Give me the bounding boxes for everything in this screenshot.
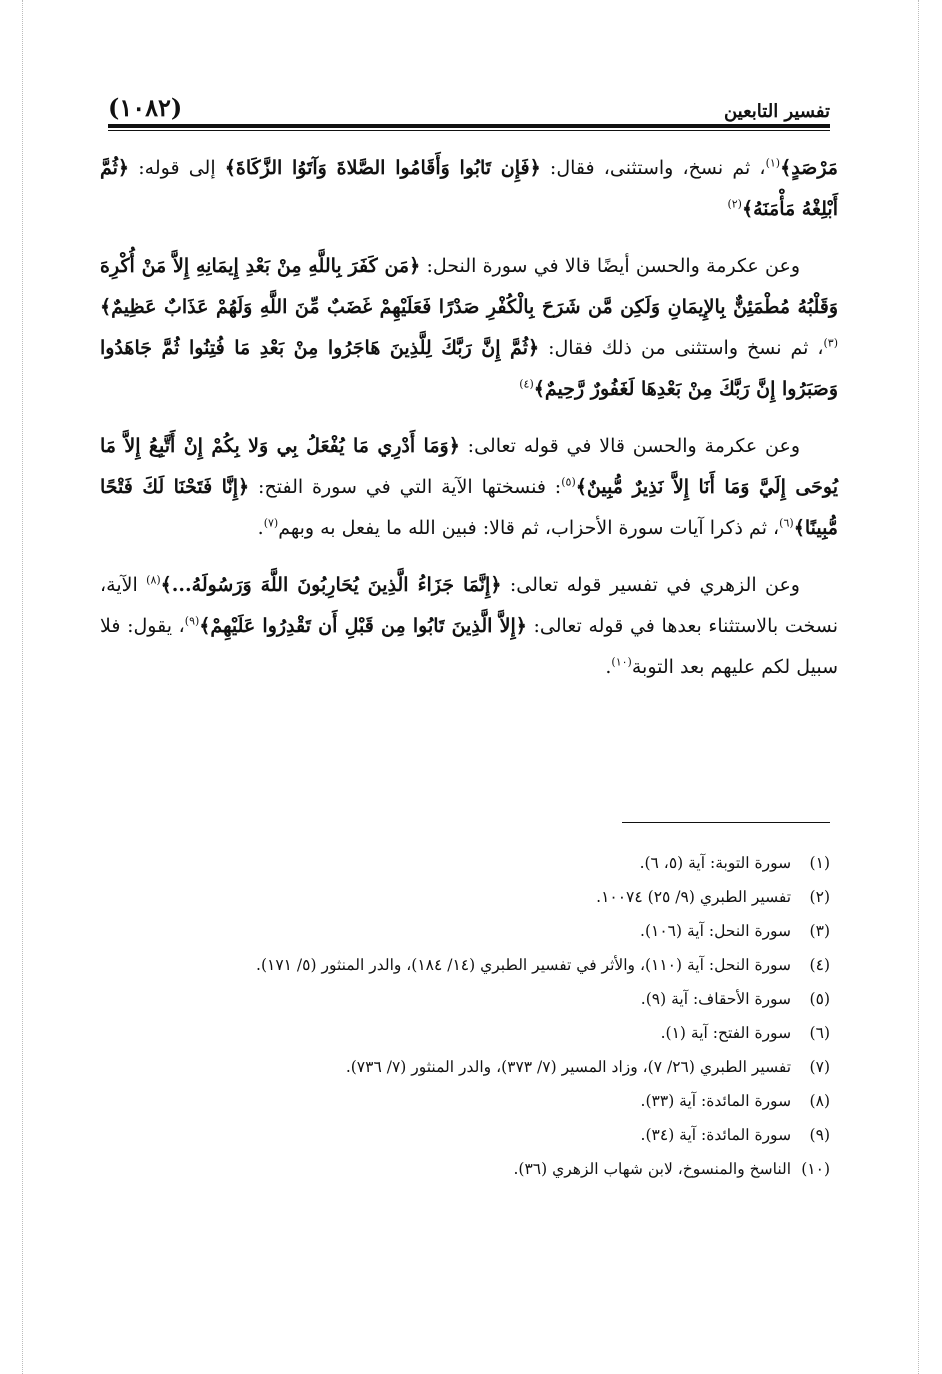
paragraph-2 [100, 246, 838, 410]
quran-quote: ﴿مَن كَفَرَ بِاللَّهِ مِنْ بَعْدِ إِيمَانِهِ إِلاَّ مَنْ أُكْرِهَ وَقَلْبُهُ مُطْمَئِنٌّ بِالإِيمَانِ وَلَكِن مَّن شَرَحَ بِالْكُفْرِ صَدْرًا فَعَلَيْهِمْ غَضَبٌ مِّنَ اللَّهِ وَلَهُمْ عَذَابٌ عَظِيمٌ﴾ [100, 255, 838, 318]
footnote-marker: (١) [765, 156, 781, 170]
header-rule-thin [108, 130, 830, 131]
body-text: ، ثم نسخ، واستثنى، فقال: [540, 157, 766, 179]
body-text: وعن عكرمة والحسن أيضًا قالا في سورة النحل: [420, 255, 800, 277]
footnote-text: سورة الفتح: آية (١). [660, 1024, 792, 1042]
footnote-number: (٤) [809, 956, 830, 974]
footnote-text: سورة المائدة: آية (٣٣). [640, 1092, 792, 1110]
paragraph-4 [100, 565, 838, 688]
footnote-text: سورة التوبة: آية (٥، ٦). [639, 854, 792, 872]
footnote-number: (٧) [809, 1058, 830, 1076]
footnote-number: (٢) [809, 888, 830, 906]
margin-dots-right [918, 0, 920, 1374]
quran-quote: ﴿إِلاَّ الَّذِينَ تَابُوا مِن قَبْلِ أَن تَقْدِرُوا عَلَيْهِمْ﴾ [199, 615, 527, 637]
footnote-marker: (٤) [519, 377, 534, 391]
quran-quote: ﴿وَمَا أَدْرِي مَا يُفْعَلُ بِي وَلا بِكُمْ إِنْ أَتَّبِعُ إِلاَّ مَا يُوحَى إِلَيَّ وَمَا أَنَا إِلاَّ نَذِيرٌ مُّبِينٌ﴾ [100, 435, 839, 498]
body-text: ، ثم نسخ واستثنى من ذلك فقال: [539, 337, 824, 359]
footnote-text: سورة النحل: آية (١١٠)، والأثر في تفسير الطبري (١٤/ ١٨٤)، والدر المنثور (٥/ ١٧١). [256, 956, 792, 974]
footnote-marker: (٧) [263, 516, 279, 530]
footnote-item [100, 1050, 830, 1084]
footnote-text: سورة النحل: آية (١٠٦). [640, 922, 792, 940]
footnote-marker: (٦) [779, 516, 794, 530]
footnote-item [100, 914, 830, 948]
body-text: إلى قوله: [129, 157, 225, 179]
footnote-number: (٨) [809, 1092, 830, 1110]
quran-quote: ﴿فَإِن تَابُوا وَأَقَامُوا الصَّلاةَ وَآتَوُا الزَّكَاةَ﴾ [224, 157, 541, 179]
footnote-marker: (٩) [184, 614, 200, 628]
quran-quote: ﴿ثُمَّ إِنَّ رَبَّكَ لِلَّذِينَ هَاجَرُوا مِنْ بَعْدِ مَا فُتِنُوا ثُمَّ جَاهَدُوا وَصَبَرُوا إِنَّ رَبَّكَ مِنْ بَعْدِهَا لَغَفُورٌ رَّحِيمٌ﴾ [100, 337, 838, 400]
page-number: (١٠٨٢) [108, 93, 183, 122]
paragraph-1 [100, 148, 838, 230]
main-text [100, 148, 838, 704]
footnote-number: (١) [809, 854, 830, 872]
body-text: . [605, 656, 612, 678]
header-rule-thick [108, 124, 830, 128]
footnote-number: (٩) [809, 1126, 830, 1144]
body-text: : فنسختها الآية التي في سورة الفتح: [249, 476, 562, 498]
quran-quote: ﴿إِنَّمَا جَزَاءُ الَّذِينَ يُحَارِبُونَ اللَّهَ وَرَسُولَهُ...﴾ [160, 574, 502, 596]
margin-dots-left [22, 0, 24, 1374]
body-text: . [257, 517, 264, 539]
paragraph-3 [100, 426, 838, 549]
footnote-text: الناسخ والمنسوخ، لابن شهاب الزهري (٣٦). [513, 1160, 792, 1178]
footnote-number: (٦) [809, 1024, 830, 1042]
footnote-item [100, 1084, 830, 1118]
footnote-marker: (٢) [727, 197, 742, 211]
footnote-item [100, 1016, 830, 1050]
footnote-marker: (٥) [561, 475, 576, 489]
footnote-item [100, 948, 830, 982]
footnote-item [100, 846, 830, 880]
footnote-number: (٣) [809, 922, 830, 940]
footnote-marker: (٨) [146, 573, 161, 587]
running-title: تفسير التابعين [723, 101, 830, 122]
footnote-marker: (١٠) [611, 655, 632, 669]
page-header [108, 82, 830, 122]
footnote-separator [622, 822, 830, 823]
footnote-item [100, 982, 830, 1016]
body-text: وعن الزهري في تفسير قوله تعالى: [501, 574, 800, 596]
footnote-item [100, 880, 830, 914]
footnote-text: سورة المائدة: آية (٣٤). [640, 1126, 792, 1144]
footnote-text: تفسير الطبري (٩/ ٢٥) ١٠٠٧٤. [596, 888, 792, 906]
footnote-number: (١٠) [801, 1160, 830, 1178]
quran-quote: ﴿ثُمَّ أَبْلِغْهُ مَأْمَنَهُ﴾ [100, 157, 838, 220]
body-text: ، يقول: فلا سبيل لكم عليهم بعد التوبة [100, 615, 838, 678]
quran-quote: مَرْصَدٍ﴾ [780, 157, 838, 179]
quran-quote: ﴿إِنَّا فَتَحْنَا لَكَ فَتْحًا مُّبِينًا﴾ [100, 476, 838, 539]
body-text: ، ثم ذكرا آيات سورة الأحزاب، ثم قالا: فبين الله ما يفعل به وبهم [278, 517, 780, 539]
footnote-text: تفسير الطبري (٢٦/ ٧)، وزاد المسير (٧/ ٣٧٣)، والدر المنثور (٧/ ٧٣٦). [345, 1058, 792, 1076]
body-text: الآية، نسخت بالاستثناء بعدها في قوله تعالى: [100, 574, 839, 637]
footnotes-list [100, 846, 830, 1186]
footnote-item [100, 1152, 830, 1186]
footnote-item [100, 1118, 830, 1152]
footnote-number: (٥) [809, 990, 830, 1008]
footnote-marker: (٣) [823, 336, 838, 350]
body-text: وعن عكرمة والحسن قالا في قوله تعالى: [459, 435, 801, 457]
footnote-text: سورة الأحقاف: آية (٩). [640, 990, 792, 1008]
